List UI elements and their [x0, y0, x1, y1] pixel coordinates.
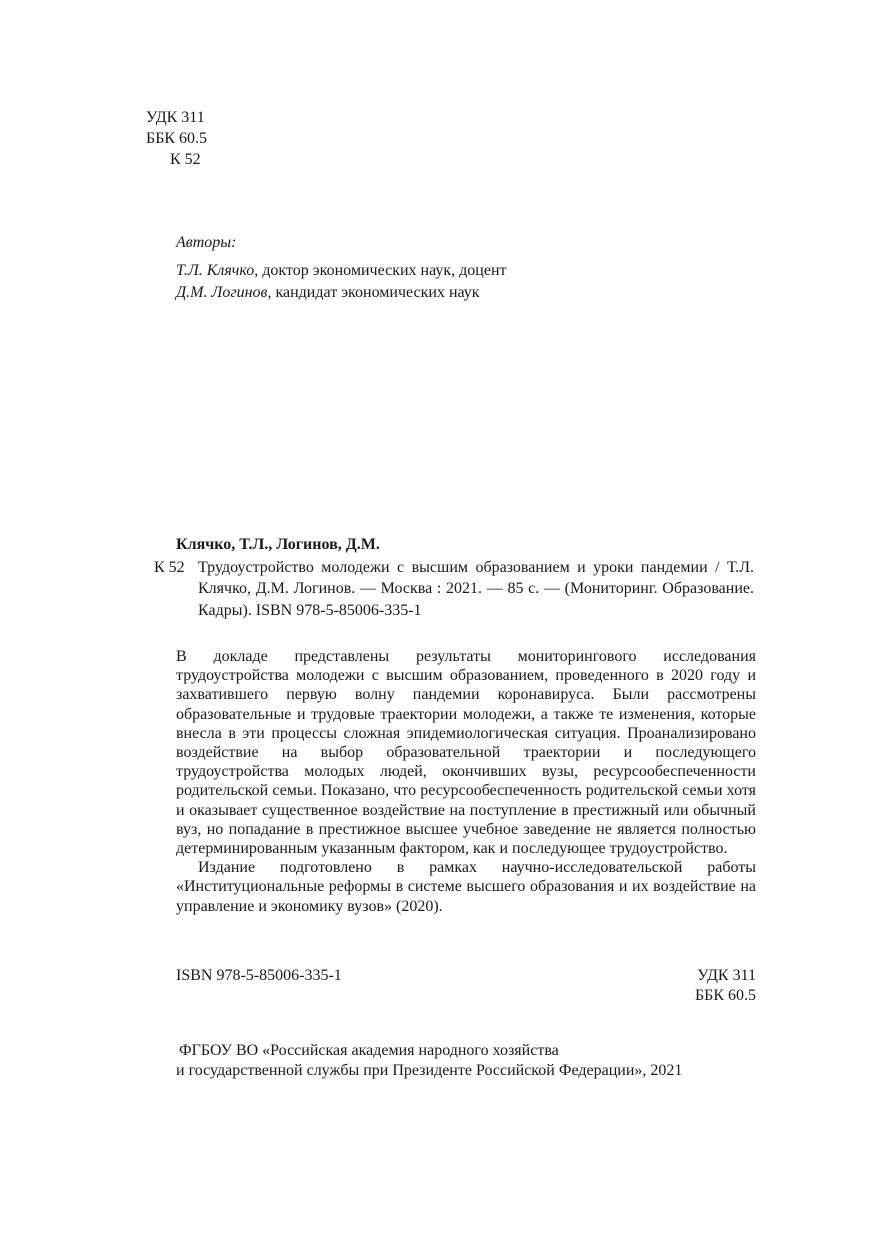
author-line [176, 282, 507, 304]
biblio-authors: Клячко, Т.Л., Логинов, Д.М. [176, 536, 380, 553]
abstract-paragraph: В докладе представлены результаты мониторингового исследования трудоустройства молодежи с высшим образованием, проведенного в 2020 году и захватившего первую волну пандемии коронавируса. Были рассмотрены образовательные и трудовые траектории молодежи, а также те изменения, которые внесла в эти процессы сложная эпидемиологическая ситуация. Проанализировано воздействие на выбор образовательной траектории и последующего трудоустройства молодых людей, окончивших вузы, ресурсообеспеченности родительской семьи. Показано, что ресурсообеспеченность родительской семьи хотя и оказывает существенное воздействие на поступление в престижный или обычный вуз, но попадание в престижное высшее учебное заведение не является полностью детерминированным указанным фактором, как и последующее трудоустройство. [176, 648, 756, 858]
author-credentials: , доктор экономических наук, доцент [254, 262, 507, 279]
abstract [176, 647, 756, 916]
isbn-number: ISBN 978-5-85006-335-1 [176, 967, 342, 984]
publisher-line: и государственной службы при Президенте Российской Федерации», 2021 [176, 1062, 683, 1079]
biblio-entry [154, 557, 754, 622]
biblio-description: Трудоустройство молодежи с высшим образованием и уроки пандемии / Т.Л. Клячко, Д.М. Логинов. — Москва : 2021. — 85 с. — (Мониторинг. Образование. Кадры). ISBN 978-5-85006-335-1 [198, 558, 754, 619]
authors-section [176, 232, 507, 304]
bbk-code: ББК 60.5 [694, 987, 756, 1004]
abstract-paragraph: Издание подготовлено в рамках научно-исследовательской работы «Институциональные реформы в системе высшего образования и их воздействие на управление и экономику вузов» (2020). [176, 859, 756, 915]
bibliographic-record [154, 534, 754, 621]
author-credentials: , кандидат экономических наук [267, 284, 480, 301]
publisher-copyright [176, 1041, 682, 1081]
author-line [176, 260, 507, 282]
classification-codes [146, 107, 207, 170]
isbn-codes [695, 966, 756, 1006]
author-sign: К 52 [170, 151, 201, 168]
author-name: Т.Л. Клячко [176, 262, 255, 279]
biblio-sign: К 52 [154, 558, 185, 576]
author-name: Д.М. Логинов [176, 284, 268, 301]
publisher-line: ФГБОУ ВО «Российская академия народного хозяйства [179, 1042, 559, 1059]
bbk-code: ББК 60.5 [146, 130, 208, 147]
udk-code: УДК 311 [146, 109, 205, 126]
authors-heading: Авторы: [176, 234, 237, 251]
udk-code: УДК 311 [697, 967, 756, 984]
isbn-section [176, 966, 756, 1006]
